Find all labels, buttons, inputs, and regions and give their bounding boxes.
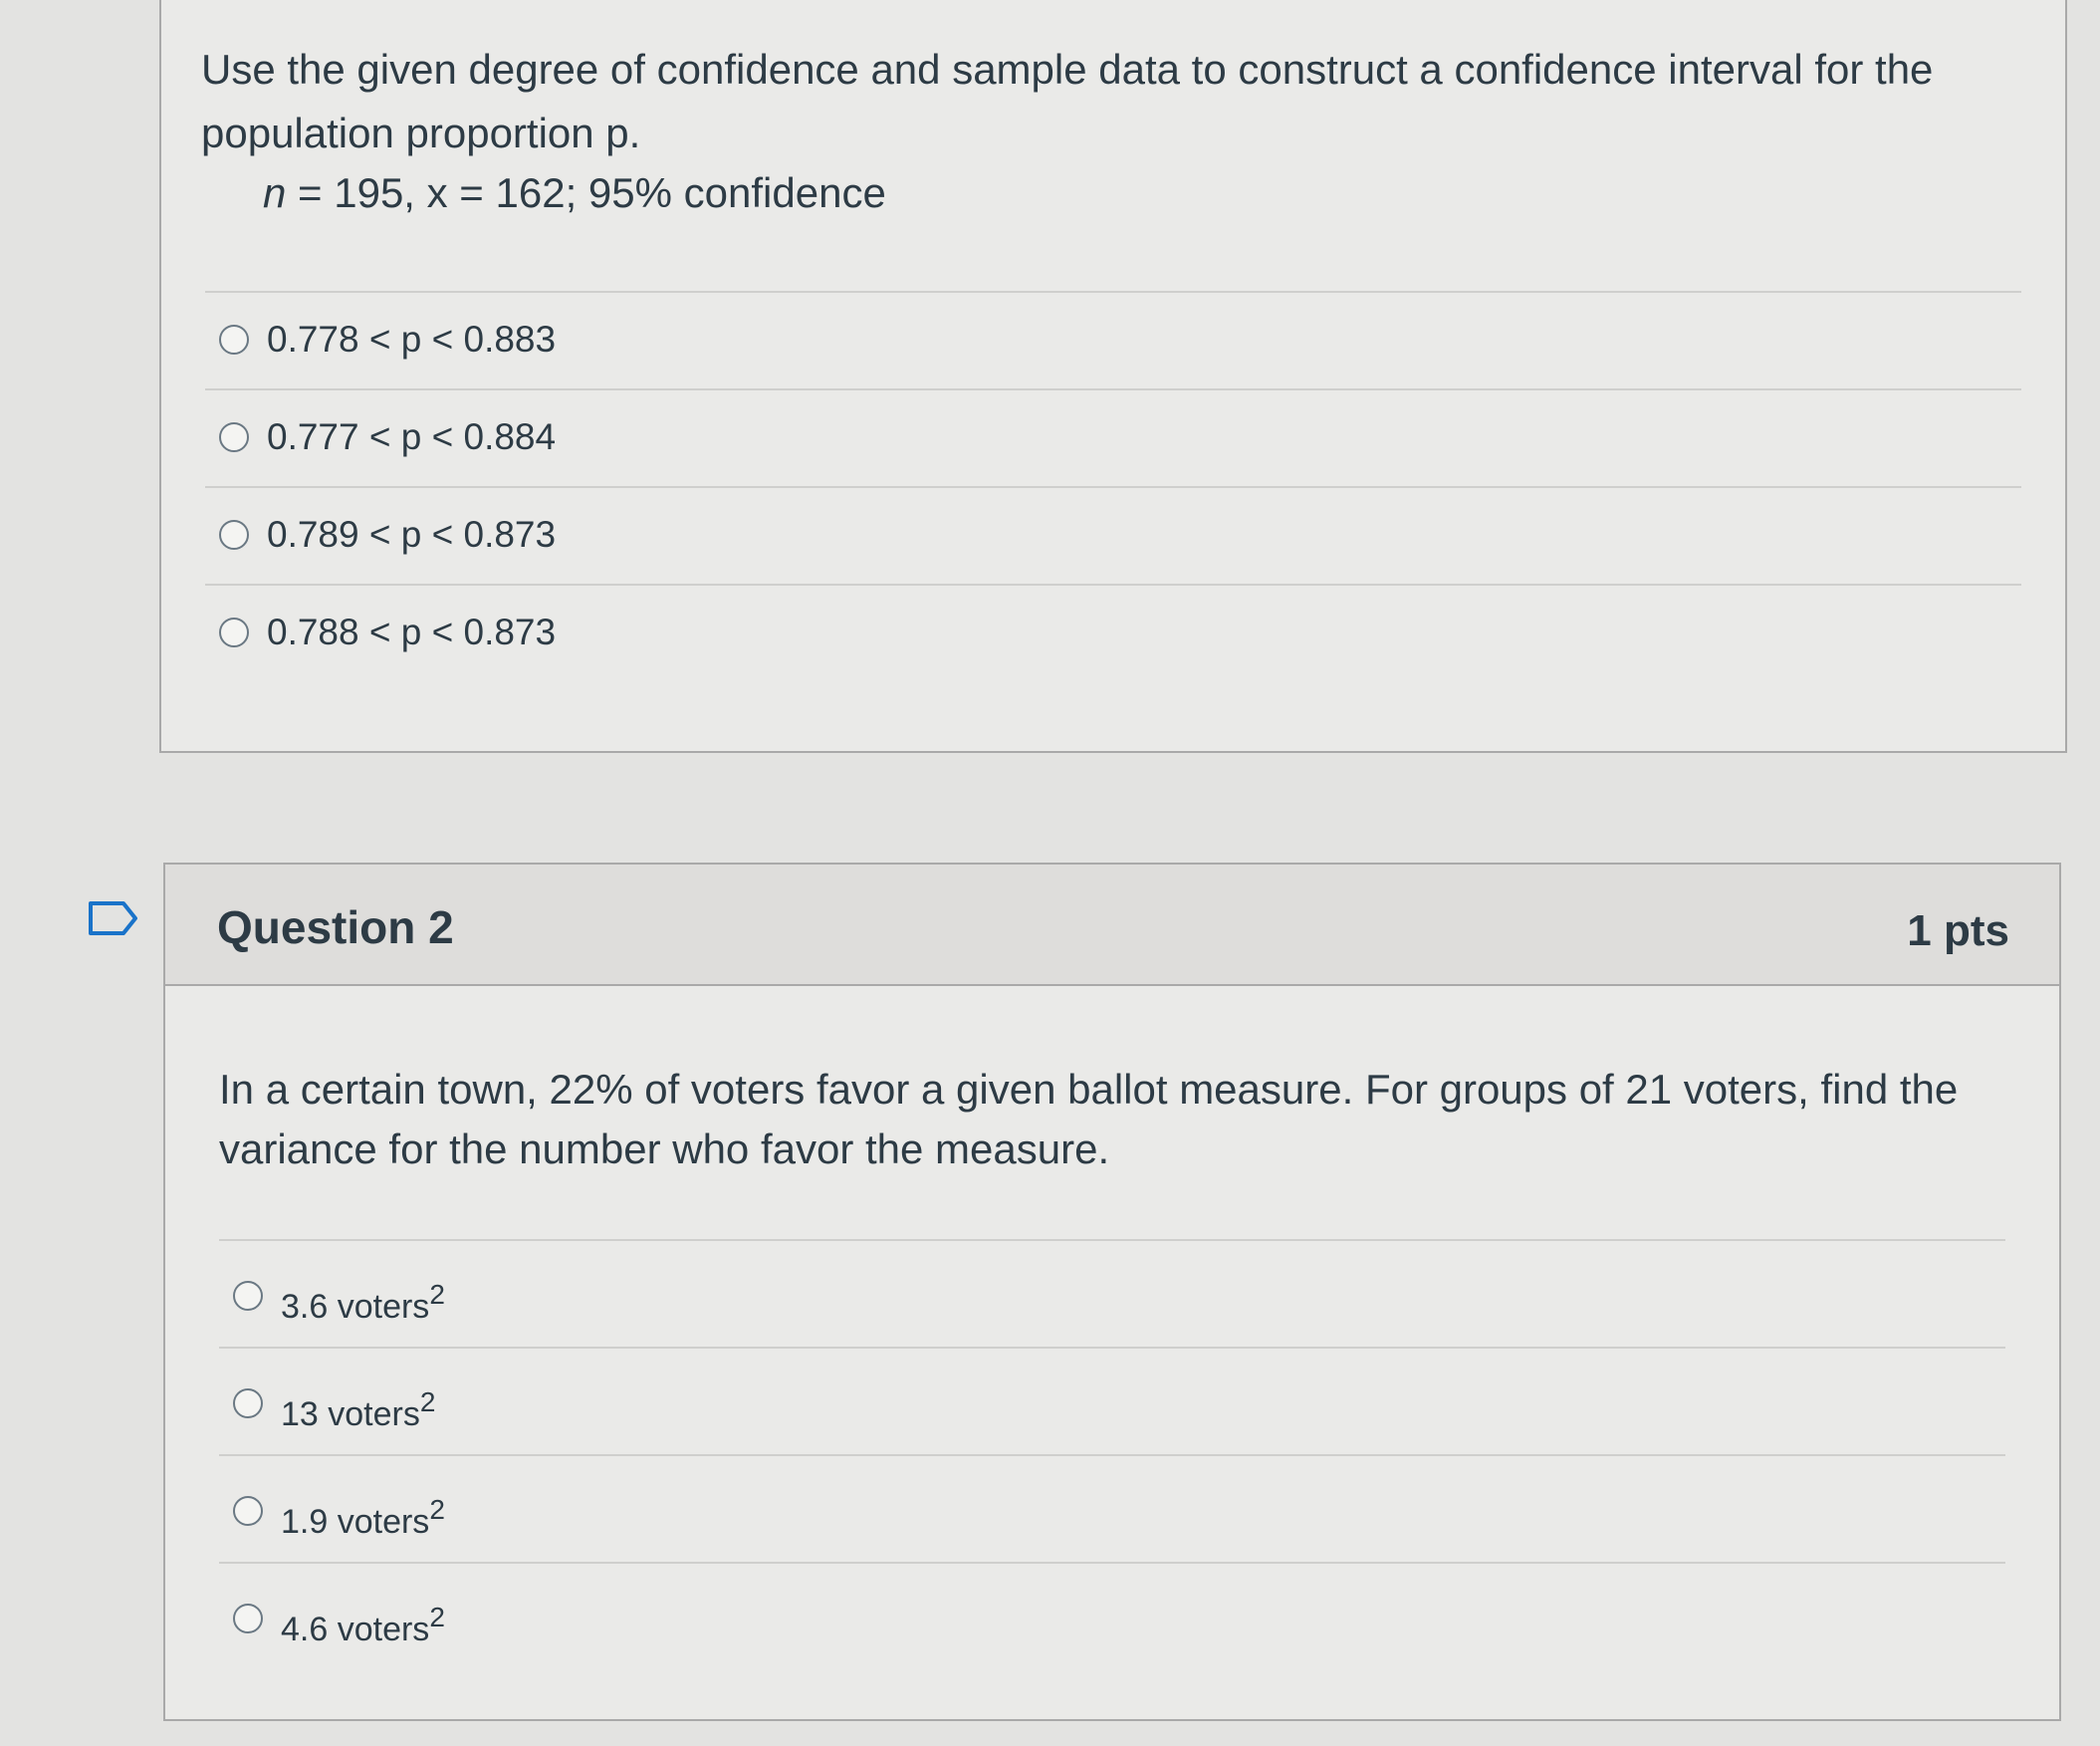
- question-1-card: [159, 0, 2067, 753]
- question-1-formula: [263, 169, 886, 217]
- question-1-text: Use the given degree of confidence and sample data to construct a confidence interval for the population proportion p.: [201, 46, 1934, 156]
- answer-option[interactable]: [205, 488, 2021, 586]
- answer-option[interactable]: [205, 293, 2021, 390]
- question-2-card: [163, 863, 2061, 1721]
- question-title: Question 2: [217, 901, 454, 953]
- answer-label: [281, 1386, 435, 1434]
- radio-button-icon[interactable]: [219, 618, 249, 647]
- answer-option[interactable]: [219, 1241, 2005, 1349]
- question-points: 1 pts: [1907, 906, 2009, 955]
- question-2-header: [165, 865, 2059, 986]
- answer-value: 1.9 voters: [281, 1503, 430, 1541]
- answer-exponent: 2: [419, 1386, 436, 1417]
- answer-label: 0.777 < p < 0.884: [267, 416, 557, 457]
- answer-option[interactable]: [205, 586, 2021, 683]
- answer-label: [281, 1602, 445, 1649]
- answer-exponent: 2: [429, 1279, 445, 1310]
- answer-value: 3.6 voters: [281, 1288, 430, 1326]
- answer-option[interactable]: [219, 1456, 2005, 1564]
- answer-label: 0.788 < p < 0.873: [267, 612, 557, 652]
- answer-value: 13 voters: [281, 1395, 420, 1433]
- answer-exponent: 2: [429, 1602, 445, 1632]
- answer-label: [281, 1279, 445, 1327]
- radio-button-icon[interactable]: [219, 325, 249, 355]
- question-2-answers: [219, 1241, 2005, 1671]
- formula-values: = 195, x = 162; 95% confidence: [286, 169, 886, 216]
- answer-option[interactable]: [219, 1564, 2005, 1671]
- radio-button-icon[interactable]: [233, 1388, 263, 1418]
- formula-variable-n: n: [263, 169, 287, 216]
- radio-button-icon[interactable]: [233, 1281, 263, 1311]
- flag-icon[interactable]: [88, 900, 139, 936]
- radio-button-icon[interactable]: [233, 1604, 263, 1633]
- question-1-answers: [205, 293, 2021, 683]
- answer-value: 4.6 voters: [281, 1611, 430, 1648]
- answer-option[interactable]: [205, 390, 2021, 488]
- answer-label: 0.778 < p < 0.883: [267, 319, 557, 360]
- radio-button-icon[interactable]: [233, 1496, 263, 1526]
- question-2-text: In a certain town, 22% of voters favor a given ballot measure. For groups of 21 voters, find the variance for the number who favor the measure.: [219, 1066, 1959, 1172]
- answer-exponent: 2: [429, 1494, 445, 1525]
- answer-label: 0.789 < p < 0.873: [267, 514, 557, 555]
- answer-label: [281, 1494, 445, 1542]
- radio-button-icon[interactable]: [219, 520, 249, 550]
- radio-button-icon[interactable]: [219, 422, 249, 452]
- answer-option[interactable]: [219, 1349, 2005, 1456]
